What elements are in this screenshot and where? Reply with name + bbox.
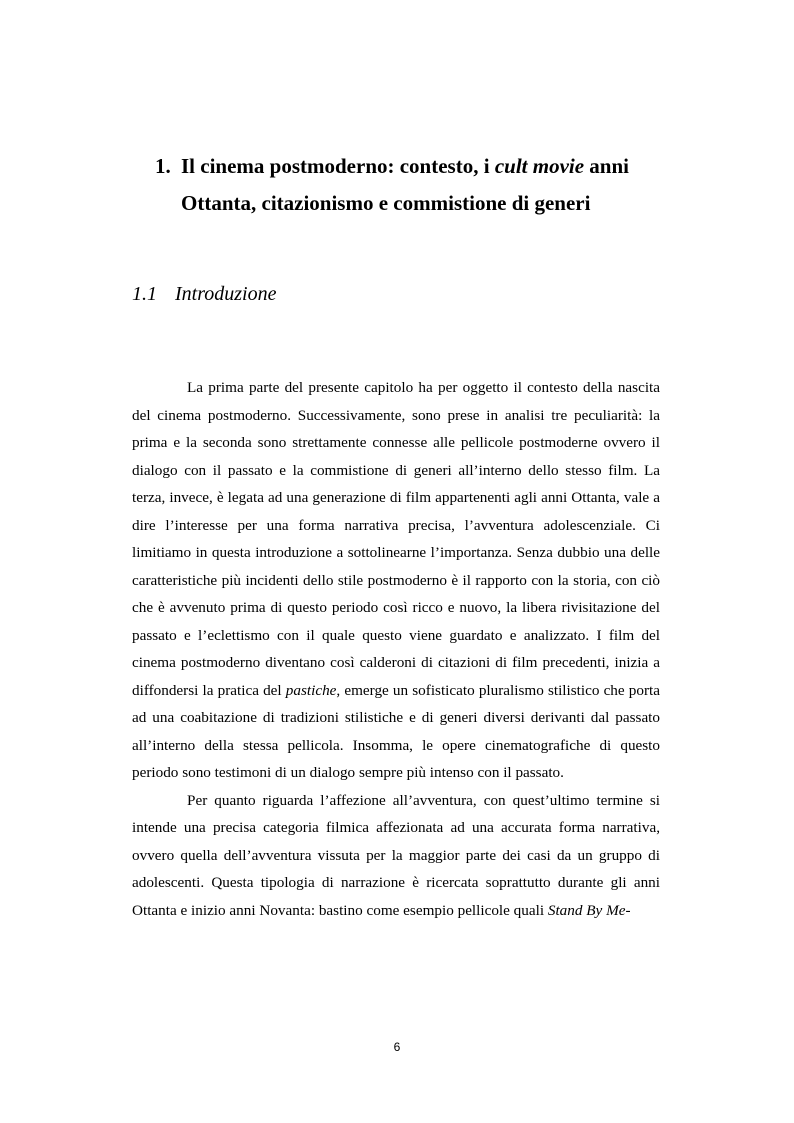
section-title: Introduzione [175,283,277,305]
chapter-number: 1. [155,154,171,178]
chapter-title-line2: Ottanta, citazionismo e commistione di generi [181,191,591,215]
section-heading [132,283,276,306]
page-number: 6 [393,1040,401,1054]
paragraph-2-text-a: Per quanto riguarda l’affezione all’avventura, con quest’ultimo termine si intende una precisa categoria filmica affezionata ad una accurata forma narrativa, ovvero quella dell’avventura vissuta per la maggior parte dei casi da un gruppo di adolescenti. Questa tipologia di narrazione è ricercata soprattutto durante gli anni Ottanta e inizio anni Novanta: bastino come esempio pellicole quali [132,791,660,919]
body-text [132,374,660,924]
paragraph-1-text-a: La prima parte del presente capitolo ha per oggetto il contesto della nascita del cinema postmoderno. Successivamente, sono prese in analisi tre peculiarità: la prima e la seconda sono strettamente connesse alle pellicole postmoderne ovvero il dialogo con il passato e la commistione di generi all’interno dello stesso film. La terza, invece, è legata ad una generazione di film appartenenti agli anni Ottanta, vale a dire l’interesse per una forma narrativa precisa, l’avventura adolescenziale. Ci limitiamo in questa introduzione a sottolinearne l’importanza. Senza dubbio una delle caratteristiche più incidenti dello stile postmoderno è il rapporto con la storia, con ciò che è avvenuto prima di questo periodo così ricco e nuovo, la libera rivisitazione del passato e l’eclettismo con il quale questo viene guardato e analizzato. I film del cinema postmoderno diventano così calderoni di citazioni di film precedenti, inizia a diffondersi la pratica del [132,379,660,699]
section-number: 1.1 [132,283,157,305]
paragraph-2-emphasis: Stand By Me- [547,901,631,919]
chapter-title-part2: anni [584,154,629,178]
chapter-title [155,148,675,222]
paragraph-1-emphasis: pastiche [285,681,337,699]
chapter-title-emphasis: cult movie [494,154,585,178]
paragraph-1-text-b: , emerge un sofisticato pluralismo stilistico che porta ad una coabitazione di tradizioni stilistiche e di generi diversi derivanti dal passato all’interno della stessa pellicola. Insomma, le opere cinematografiche di questo periodo sono testimoni di un dialogo sempre più intenso con il passato. [132,681,660,781]
chapter-title-part1: Il cinema postmoderno: contesto, i [181,154,495,178]
paragraph-2 [132,787,660,925]
paragraph-1 [132,374,660,787]
